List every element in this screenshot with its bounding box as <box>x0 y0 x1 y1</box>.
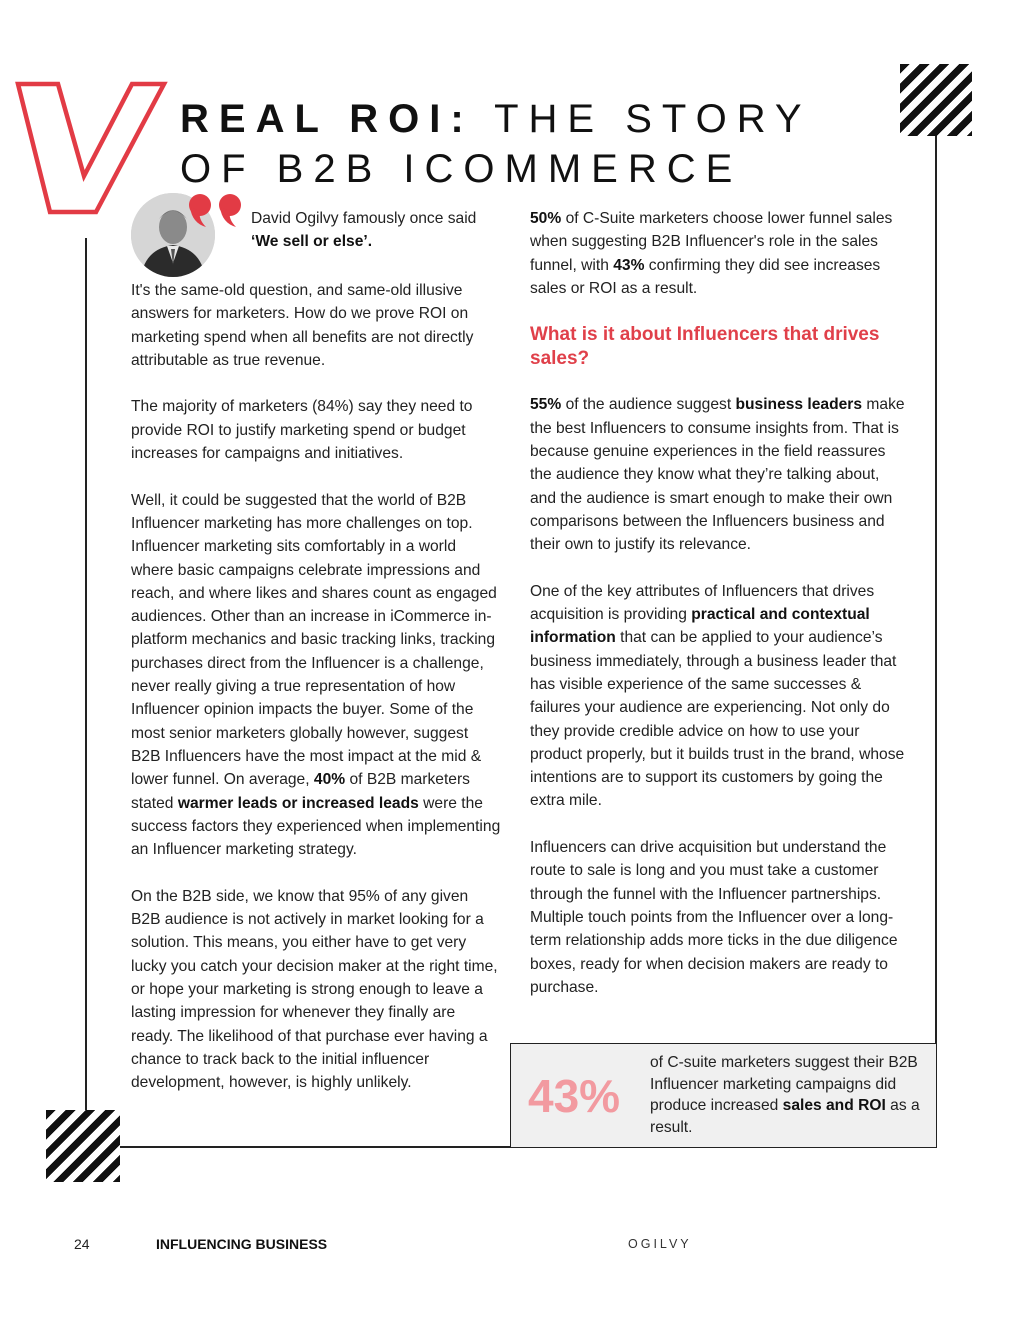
right-p3-text-b: that can be applied to your audience’s business immediately, through a business leader that has visible experience of the same successes & failures your audience are experiencing. Not only do they provide credible advice on how to use your product properly, but it builds trust in the brand, whose intentions are to support its customers by going the extra mile. <box>530 629 905 810</box>
left-p3-text-b: of B2B marketers stated <box>131 771 470 812</box>
quote-lead: David Ogilvy famously once said <box>251 210 477 227</box>
section-subheading: What is it about Influencers that drives sales? <box>530 324 880 369</box>
right-p2-stat: 55% <box>530 396 562 414</box>
right-p1-text-a: of C-Suite marketers choose lower funnel sales when suggesting B2B Influencer's role in the sales funnel, with <box>530 210 893 274</box>
left-p3-bold: warmer leads or increased leads <box>177 794 419 812</box>
frame-line-right <box>935 136 937 1146</box>
left-paragraph-1: It's the same-old question, and same-old illusive answers for marketers. How do we prove ROI on marketing spend when all benefits are not directly attributable as true revenue. <box>131 282 474 369</box>
left-p3-text-c: were the success factors they experienced when implementing an Influencer marketing strategy. <box>131 794 501 859</box>
right-paragraph-1 <box>530 207 905 300</box>
frame-line-left <box>85 238 87 1110</box>
callout-big-stat: 43% <box>528 1070 621 1122</box>
left-paragraph-4: On the B2B side, we know that 95% of any given B2B audience is not actively in market looking for a solution. This means, you either have to get very lucky you catch your decision maker at the right time, or hope your marketing is strong enough to leave a lasting impression for whenever they finally are ready. The likelihood of that purchase ever having a chance to track back to the initial influencer development, however, is highly unlikely. <box>131 887 498 1092</box>
striped-square-top-right <box>900 64 972 136</box>
right-p1-stat-2: 43% <box>613 256 645 274</box>
left-column <box>131 279 501 1118</box>
quote-text: ‘We sell or else’. <box>251 233 373 251</box>
callout-text-b: as a result. <box>650 1097 920 1136</box>
right-paragraph-4: Influencers can drive acquisition but understand the route to sale is long and you must take a customer through the funnel with the Influencer partnerships. Multiple touch points from the Influencer over a long-term relationship adds more ticks in the due diligence boxes, ready for when decision makers are ready to purchase. <box>530 839 898 996</box>
right-column <box>530 207 905 1022</box>
right-p2-text-b: make the best Influencers to consume insights from. That is because genuine experiences in the field reassures the audience they know what they’re talking about, and the audience is smart enough to make their own comparisons between the Influencers business and their own to justify its relevance. <box>530 396 905 554</box>
callout-text-bold: sales and ROI <box>782 1097 886 1114</box>
page-number: 24 <box>74 1236 90 1252</box>
left-p3-text-a: Well, it could be suggested that the world of B2B Influencer marketing has more challenges on top. Influencer marketing sits comfortably in a world where basic campaigns celebrate impressions and reach, and where likes and shares count as engaged audiences. Other than an increase in iCommerce in-platform mechanics and basic tracking links, tracking purchases direct from the Influencer is a challenge, never really giving a true representation of how Influencer opinion impacts the buyer. Some of the most senior marketers globally however, suggest B2B Influencers have the most impact at the mid & lower funnel. On average, <box>131 491 497 789</box>
left-paragraph-3 <box>131 489 501 862</box>
callout-text-a: of C-suite marketers suggest their B2B Influencer marketing campaigns did produce increased <box>650 1054 918 1114</box>
right-p3-text-a: One of the key attributes of Influencers that drives acquisition is providing <box>530 582 875 624</box>
right-p2-bold: business leaders <box>735 396 863 414</box>
right-p1-text-b: confirming they did see increases sales or ROI as a result. <box>530 256 881 297</box>
title-bold: REAL ROI: <box>180 97 474 141</box>
red-v-logo-icon <box>14 80 170 218</box>
page-title <box>180 94 812 194</box>
brand-logo-text: OGILVY <box>628 1237 692 1251</box>
quote-block <box>251 207 511 254</box>
left-p3-stat: 40% <box>313 771 346 789</box>
right-paragraph-2 <box>530 393 905 556</box>
callout-text <box>650 1052 920 1138</box>
publication-title: INFLUENCING BUSINESS <box>156 1236 328 1252</box>
quote-marks-icon <box>186 193 246 229</box>
right-paragraph-3 <box>530 580 905 813</box>
right-p2-text-a: of the audience suggest <box>565 396 732 414</box>
title-line-1 <box>180 94 812 144</box>
right-p3-bold: practical and contextual information <box>530 606 870 647</box>
title-rest: THE STORY <box>494 97 812 141</box>
right-p1-stat-1: 50% <box>530 210 562 227</box>
title-line-2: OF B2B ICOMMERCE <box>180 147 743 191</box>
left-paragraph-2: The majority of marketers (84%) say they need to provide ROI to justify marketing spend or budget increases for campaigns and initiatives. <box>131 398 473 463</box>
striped-square-bottom-left <box>46 1110 120 1182</box>
